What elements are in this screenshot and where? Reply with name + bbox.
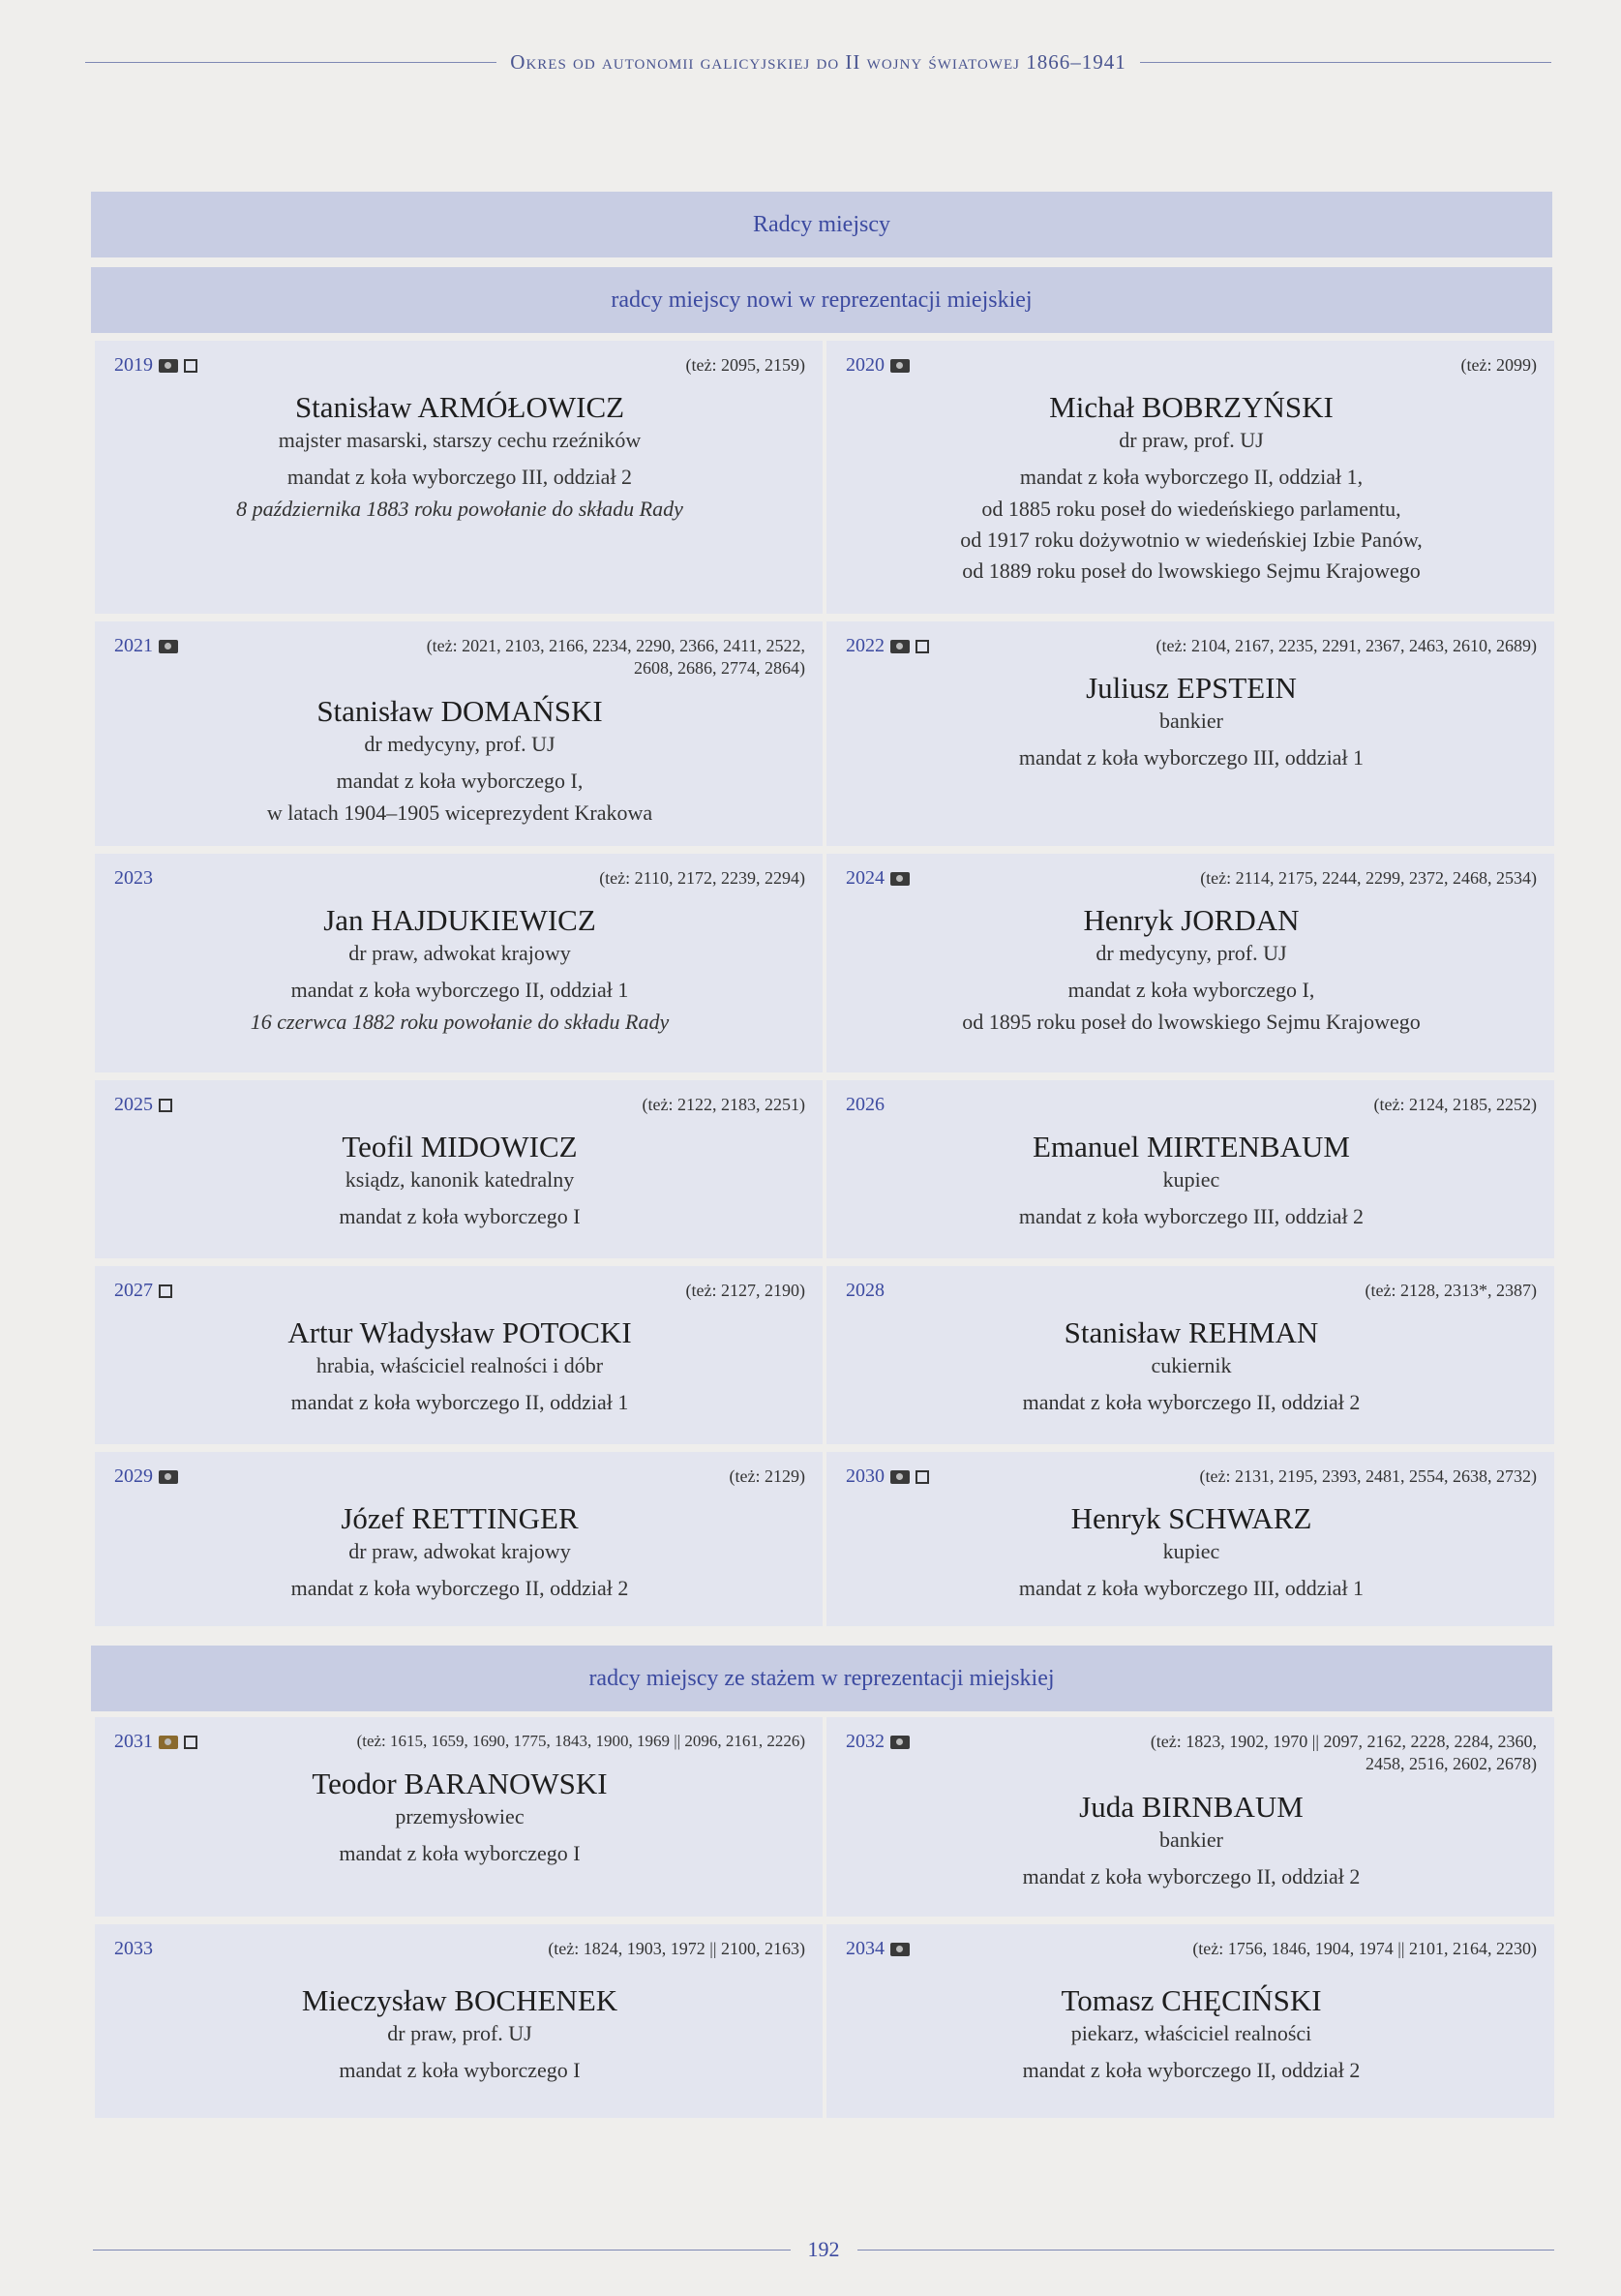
header-rule-left <box>85 62 496 63</box>
entry-description: kupiec <box>1162 1167 1220 1193</box>
entry-card <box>826 1924 1554 2118</box>
entries-grid-tenured <box>95 1717 1554 2118</box>
camera-icon <box>890 1943 910 1956</box>
entry-mandate: mandat z koła wyborczego II, oddział 2 <box>290 1575 629 1600</box>
entry-number: 2021 <box>114 635 153 656</box>
entry-description: bankier <box>1159 709 1223 734</box>
entry-mandate: mandat z koła wyborczego III, oddział 2 <box>286 464 633 489</box>
entry-description: przemysłowiec <box>395 1804 525 1829</box>
entry-cross-reference: (też: 2114, 2175, 2244, 2299, 2372, 2468, 2534) <box>1200 868 1537 888</box>
entry-cross-reference: (też: 2122, 2183, 2251) <box>642 1095 805 1114</box>
entry-note: 16 czerwca 1882 roku powołanie do składu Rady <box>250 1009 670 1034</box>
camera-icon <box>159 640 178 653</box>
entry-name: Michał BOBRZYŃSKI <box>1049 390 1334 424</box>
entry-note: od 1917 roku dożywotnio w wiedeńskiej Izbie Panów, <box>960 527 1423 552</box>
entry-number: 2028 <box>846 1280 885 1301</box>
entry-name: Juliusz EPSTEIN <box>1086 671 1297 705</box>
camera-icon <box>159 1470 178 1484</box>
page-number: 192 <box>807 2237 840 2261</box>
entry-description: bankier <box>1159 1828 1223 1853</box>
entry-mandate: mandat z koła wyborczego I <box>339 2057 581 2082</box>
entry-cross-reference: (też: 2104, 2167, 2235, 2291, 2367, 2463, 2610, 2689) <box>1156 636 1537 655</box>
entry-number: 2020 <box>846 354 885 376</box>
entry-card <box>826 1080 1554 1258</box>
entry-description: piekarz, właściciel realności <box>1070 2021 1312 2046</box>
entry-cross-reference: (też: 2131, 2195, 2393, 2481, 2554, 2638, 2732) <box>1199 1466 1537 1486</box>
entry-name: Artur Władysław POTOCKI <box>287 1315 632 1349</box>
entry-cross-reference: (też: 2099) <box>1460 355 1537 375</box>
entry-mandate: mandat z koła wyborczego II, oddział 1, <box>1019 464 1364 489</box>
entry-cross-reference: (też: 2124, 2185, 2252) <box>1373 1095 1537 1114</box>
entry-name: Stanisław ARMÓŁOWICZ <box>294 390 625 424</box>
camera-icon <box>890 872 910 886</box>
entry-number: 2025 <box>114 1094 153 1115</box>
square-icon <box>159 1099 172 1112</box>
entry-mandate: mandat z koła wyborczego II, oddział 2 <box>1022 2057 1361 2082</box>
entry-number: 2033 <box>114 1938 153 1959</box>
camera-icon <box>159 359 178 373</box>
entry-mandate: mandat z koła wyborczego II, oddział 1 <box>290 1389 629 1414</box>
entry-card <box>826 341 1554 614</box>
entry-name: Stanisław REHMAN <box>1064 1315 1319 1349</box>
entry-cross-reference: (też: 1823, 1902, 1970 || 2097, 2162, 2228, 2284, 2360, 2458, 2516, 2602, 2678) <box>1150 1732 1537 1774</box>
entry-card <box>95 621 823 846</box>
camera-icon <box>890 1736 910 1749</box>
entry-name: Henryk JORDAN <box>1083 903 1300 937</box>
entry-card <box>95 1080 823 1258</box>
running-header <box>85 50 1551 75</box>
entry-cross-reference: (też: 2110, 2172, 2239, 2294) <box>599 868 805 888</box>
entry-note: w latach 1904–1905 wiceprezydent Krakowa <box>266 800 653 825</box>
entry-name: Teodor BARANOWSKI <box>312 1767 608 1800</box>
footer-rule-left <box>93 2250 791 2251</box>
entry-mandate: mandat z koła wyborczego II, oddział 1 <box>290 977 629 1002</box>
entry-card <box>826 621 1554 846</box>
entry-cross-reference: (też: 1756, 1846, 1904, 1974 || 2101, 2164, 2230) <box>1192 1939 1537 1958</box>
entry-name: Józef RETTINGER <box>341 1501 579 1535</box>
entry-number: 2031 <box>114 1731 153 1752</box>
entry-number: 2032 <box>846 1731 885 1752</box>
entry-cross-reference: (też: 1824, 1903, 1972 || 2100, 2163) <box>548 1939 805 1958</box>
entry-number: 2027 <box>114 1280 153 1301</box>
entry-name: Mieczysław BOCHENEK <box>301 1983 618 2017</box>
footer-rule-right <box>857 2250 1555 2251</box>
entry-description: dr praw, prof. UJ <box>387 2021 532 2046</box>
entry-mandate: mandat z koła wyborczego III, oddział 1 <box>1018 1575 1365 1600</box>
entries-grid-new <box>95 341 1554 1626</box>
entry-name: Henryk SCHWARZ <box>1070 1501 1312 1535</box>
entry-description: ksiądz, kanonik katedralny <box>345 1167 575 1193</box>
camera-icon <box>890 640 910 653</box>
entry-cross-reference: (też: 2127, 2190) <box>685 1281 805 1300</box>
subsection-new-title: radcy miejscy nowi w reprezentacji miejskiej <box>91 267 1552 333</box>
entry-description: dr praw, adwokat krajowy <box>348 941 571 966</box>
entry-card <box>95 1924 823 2118</box>
entry-note: od 1895 roku poseł do lwowskiego Sejmu Krajowego <box>962 1009 1421 1034</box>
square-icon <box>916 640 929 653</box>
camera-icon <box>159 1736 178 1749</box>
entry-card <box>826 1452 1554 1626</box>
entry-card <box>95 854 823 1072</box>
entry-number: 2022 <box>846 635 885 656</box>
entry-description: dr praw, prof. UJ <box>1119 428 1264 453</box>
square-icon <box>184 359 197 373</box>
subsection-tenured-title: radcy miejscy ze stażem w reprezentacji miejskiej <box>91 1646 1552 1711</box>
entry-name: Jan HAJDUKIEWICZ <box>323 903 596 937</box>
entry-mandate: mandat z koła wyborczego II, oddział 2 <box>1022 1389 1361 1414</box>
entry-note: od 1889 roku poseł do lwowskiego Sejmu Krajowego <box>962 558 1421 583</box>
entry-number: 2026 <box>846 1094 885 1115</box>
entry-description: kupiec <box>1162 1539 1220 1564</box>
entry-number: 2024 <box>846 867 885 889</box>
entry-description: dr praw, adwokat krajowy <box>348 1539 571 1564</box>
entry-name: Teofil MIDOWICZ <box>342 1130 578 1163</box>
entry-mandate: mandat z koła wyborczego III, oddział 2 <box>1018 1203 1365 1228</box>
entry-number: 2023 <box>114 867 153 889</box>
entry-mandate: mandat z koła wyborczego I <box>339 1203 581 1228</box>
entry-card <box>95 1452 823 1626</box>
entry-cross-reference: (też: 2095, 2159) <box>685 355 805 375</box>
entry-cross-reference: (też: 2021, 2103, 2166, 2234, 2290, 2366, 2411, 2522, 2608, 2686, 2774, 2864) <box>426 636 805 679</box>
header-title: Okres od autonomii galicyjskiej do II wojny światowej 1866–1941 <box>510 50 1126 74</box>
entry-number: 2030 <box>846 1465 885 1487</box>
entry-description: dr medycyny, prof. UJ <box>1096 941 1287 966</box>
entry-description: majster masarski, starszy cechu rzeźników <box>278 428 642 453</box>
square-icon <box>159 1284 172 1298</box>
entry-card <box>826 854 1554 1072</box>
entry-description: cukiernik <box>1151 1353 1232 1378</box>
entry-card <box>95 1717 823 1917</box>
entry-card <box>826 1266 1554 1444</box>
square-icon <box>916 1470 929 1484</box>
page-footer <box>93 2237 1554 2262</box>
entry-mandate: mandat z koła wyborczego II, oddział 2 <box>1022 1863 1361 1888</box>
entry-mandate: mandat z koła wyborczego I, <box>1067 977 1315 1002</box>
entry-note: od 1885 roku poseł do wiedeńskiego parlamentu, <box>981 496 1401 521</box>
entry-mandate: mandat z koła wyborczego I <box>339 1840 581 1865</box>
entry-number: 2029 <box>114 1465 153 1487</box>
entry-mandate: mandat z koła wyborczego I, <box>336 768 584 793</box>
camera-icon <box>890 1470 910 1484</box>
entry-card <box>95 341 823 614</box>
header-rule-right <box>1140 62 1551 63</box>
entry-cross-reference: (też: 2129) <box>729 1466 805 1486</box>
entry-note: 8 października 1883 roku powołanie do składu Rady <box>236 496 683 521</box>
entry-card <box>826 1717 1554 1917</box>
entry-description: hrabia, właściciel realności i dóbr <box>315 1353 604 1378</box>
entry-name: Stanisław DOMAŃSKI <box>316 694 603 728</box>
entry-description: dr medycyny, prof. UJ <box>364 732 555 757</box>
entry-cross-reference: (też: 1615, 1659, 1690, 1775, 1843, 1900, 1969 || 2096, 2161, 2226) <box>356 1732 805 1750</box>
entry-number: 2034 <box>846 1938 885 1959</box>
entry-name: Emanuel MIRTENBAUM <box>1033 1130 1350 1163</box>
entry-card <box>95 1266 823 1444</box>
entry-cross-reference: (też: 2128, 2313*, 2387) <box>1365 1281 1537 1300</box>
entry-name: Juda BIRNBAUM <box>1079 1790 1304 1824</box>
square-icon <box>184 1736 197 1749</box>
entry-number: 2019 <box>114 354 153 376</box>
entry-name: Tomasz CHĘCIŃSKI <box>1061 1983 1322 2017</box>
camera-icon <box>890 359 910 373</box>
entry-mandate: mandat z koła wyborczego III, oddział 1 <box>1018 744 1365 770</box>
section-title: Radcy miejscy <box>91 192 1552 257</box>
